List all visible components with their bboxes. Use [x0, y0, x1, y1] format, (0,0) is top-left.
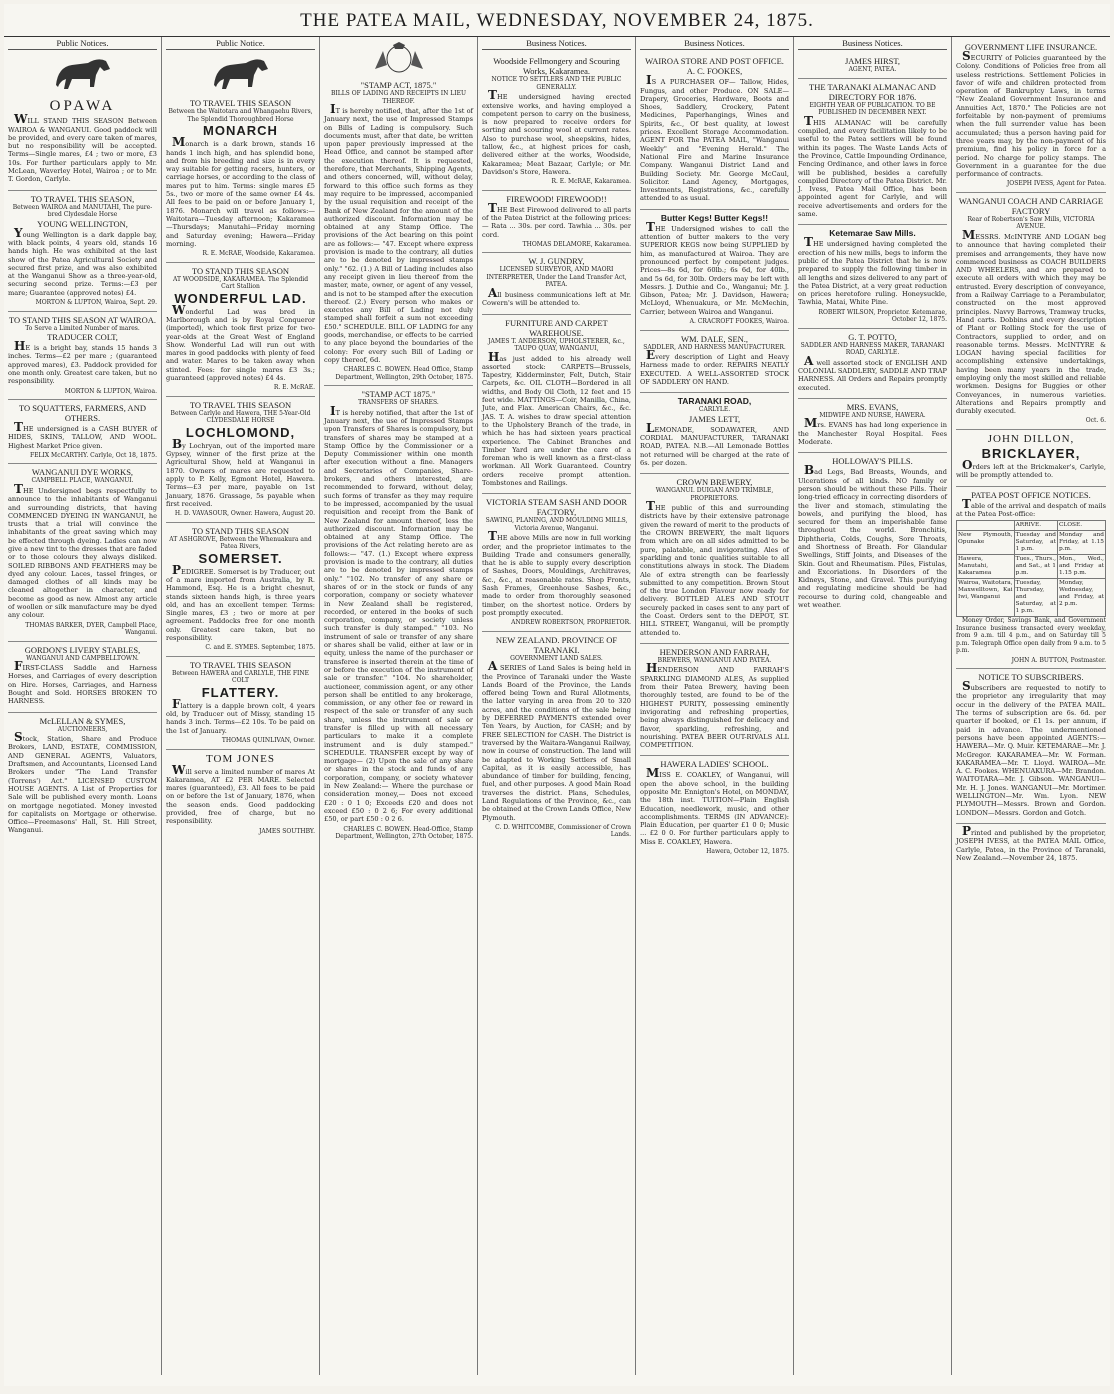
ad-title: WANGANUI DYE WORKS,: [31, 467, 134, 478]
table-header: ARRIVE.: [1014, 521, 1057, 531]
ad-signature: MORTON & LUPTON, Wairoa.: [64, 387, 157, 395]
ad-body: Printed and published by the proprietor, JOSEPH IVESS, at the PATEA MAIL Office, Carlyle, Patea, in the Province of Taranaki, New Zealand.—November 24, 1875.: [956, 823, 1106, 862]
horse-icon: [48, 53, 118, 93]
ad-body: MISS E. COAKLEY, of Wanganui, will open the above school, in the building opposite Mr. Ennigton's Hotel, on MONDAY, the 18th inst. TUITION—Plain English Education, needlework, music, and other accomplishments. TERMS (IN ADVANCE): Plain Education, per quarter £1 0 0; Music ... £2 0 0. For further particulars apply to Miss E. COAKLEY, Hawera.: [640, 766, 789, 846]
advertisement: [640, 474, 789, 644]
advertisement: [8, 400, 157, 464]
ad-body: HENDERSON AND FARRAH'S SPARKLING DIAMOND ALES, As supplied from their Patea Brewery, having been thoroughly tested, are found to be of the HIGHEST PURITY, possessing eminently invigorating and refreshing properties, being always distinguished for delicacy and flavor, sparkling, refreshing, and nourishing. PATEA BEER OUT-RIVALS ALL COMPETITION.: [640, 661, 789, 750]
ad-title: GOVERNMENT LIFE INSURANCE.: [964, 42, 1098, 52]
ad-name: WONDERFUL LAD.: [174, 290, 307, 306]
ad-title: FIREWOOD! FIREWOOD!!: [506, 193, 607, 204]
ad-title: TOM JONES: [205, 752, 275, 765]
ad-subtitle: TRANSFERS OF SHARES.: [358, 399, 439, 407]
column-heading: Business Notices.: [798, 39, 947, 50]
ad-name: JAMES LETT,: [688, 413, 741, 424]
table-header-row: [957, 521, 1106, 531]
advertisement: [640, 331, 789, 394]
ad-body: IT is hereby notified, that, after the 1st of January next, the use of Impressed Stamps on Bills of Lading is compulsory. Such documents must, after that date, be written upon paper previously impressed at the Head Office, and cannot be stamped after the execution thereof. It is requested, therefore, that Merchants, Shipping Agents, and others concerned, will, without delay, forward to this office such forms as they may require to be impressed, accompanied by the usual requisition and receipt of the Bank of New Zealand for the amount of the authorized discount. Information may be obtained at any Stamp Office. The provisions of the Act bearing on this point are as follows:— "47. Except where express provision is made to the contrary, all duties are to be denoted by impressed stamps only." "62. (1.) A Bill of Lading includes also any receipt given in lieu thereof from the master, mate, owner, or agent of any vessel, and is not to be stamped after the execution thereof. (2.) Every person who makes or executes any Bill of Lading not duly stamped shall forfeit a sum not exceeding £50." SCHEDULE. BILL OF LADING for any goods, merchandise, or effects to be carried to any place beyond the boundaries of the colony: For every such Bill of Lading or copy thereof, 6d.: [324, 102, 473, 364]
table-header: CLOSE.: [1057, 521, 1105, 531]
ad-title: TO TRAVEL THIS SEASON: [189, 399, 292, 410]
ad-body: A well assorted stock of ENGLISH AND COLONIAL SADDLERY, SADDLE AND TRAP HARNESS. All Orders and Repairs promptly executed.: [798, 353, 947, 392]
columns-container: [4, 37, 1110, 1375]
advertisement: [482, 494, 631, 631]
table-cell: Monday, Wednesday, and Friday, at 2 p.m.: [1057, 579, 1105, 617]
ad-subtitle: AUCTIONEERS,: [57, 725, 108, 733]
ad-name: A. C. FOOKES,: [686, 66, 743, 77]
ad-title: JAMES HIRST,: [844, 56, 901, 67]
ad-body: THE above Mills are now in full working order, and the proprietor intimates to the Building Trade and consumers generally, that he is able to supply every description of Sashes, Doors, Mouldings, Architraves, &c., &c., at reasonable rates. Shop Fronts, Sash Frames, Greenhouse Sashes, &c., made to order from thoroughly seasoned timber, on the shortest notice. Orders by post promptly executed.: [482, 529, 631, 617]
ad-signature: H. D. VAVASOUR, Owner. Hawera, August 20.: [174, 510, 315, 518]
ad-title: CROWN BREWERY,: [676, 477, 753, 488]
ad-title: OPAWA: [49, 98, 116, 115]
ad-name: FLATTERY.: [201, 684, 280, 700]
ad-title: THE TARANAKI ALMANAC AND DIRECTORY FOR 1876.: [809, 81, 936, 102]
ad-body: Wonderful Lad was bred in Marlborough and is by Royal Conqueror (imported), which took first prize for two-year-olds at the Great West of England Show. Wonderful Lad will run out with mares in good paddocks with plenty of feed and water. Mares to be taken away when stinted. Fees: for single mares £3 3s.; guaranteed (approved notes) £4 4s.: [166, 302, 315, 383]
ad-subtitle: Rear of Robertson's Saw Mills, VICTORIA AVENUE.: [967, 215, 1095, 231]
ad-signature: JAMES SOUTHBY.: [259, 827, 315, 835]
ad-body: THIS ALMANAC will be carefully compiled, and every facilitation likely to be useful to the Patea settlers will be found within its pages. The Waste Lands Acts of the Province, Cattle Impounding Ordinance, Fencing Ordinance, and other laws in force will be published, besides a carefully compiled Directory of the Patea District. Mr. J. Ivess, Patea Mail Office, has been appointed agent for Carlyle, and will receive advertisements and orders for the same.: [798, 113, 947, 219]
ad-title: HENDERSON AND FARRAH,: [659, 646, 770, 657]
ad-subtitle: BREWERS, WANGANUI AND PATEA.: [657, 656, 772, 664]
ad-body: Bad Legs, Bad Breasts, Wounds, and Ulcerations of all kinds. NO family or person should be without these Pills. Their long-tried efficacy in correcting disorders of the liver and stomach, stimulating the bowels, and purifying the blood, has secured for them an imperishable fame throughout the world. Bronchitis, Diphtheria, Colds, Coughs, Sore Throats, and Shortness of Breath. For Glandular Swellings, Stiff Joints, and Diseases of the Skin. Gout and Rheumatism. Piles, Fistulas, and Excoriations. In Disorders of the Kidneys, Stone, and Gravel. This purifying and regulating medicine should be had recourse to during cold, changeable and wet weather.: [798, 463, 947, 610]
ad-signature: R. E. McRAE, Kakaramea.: [551, 178, 631, 186]
ad-signature: R. E. McRAE, Woodside, Kakaramea.: [202, 250, 315, 258]
ad-subtitle: CARLYLE.: [698, 406, 731, 414]
ad-body: A SERIES of Land Sales is being held in the Province of Taranaki under the Waste Lands Board of the Province, the Lands offered being Town and Rural Allotments, the latter varying in area from 20 to 320 acres, and the conditions of the sale being by DEFERRED PAYMENTS extended over Ten Years, by Auction, for CASH; and by FREE SELECTION for CASH. The District is traversed by the Waitara-Wanganui Railway, now in course of construction. The land will be adapted to Working Settlers of Small Capital, as it is easily accessible, has abundance of timber for building, fencing, fuel, and other purposes. A good Main Road traverses the district. Plans, Schedules, Land Regulations of the Province, &c., can be obtained at the Crown Lands Office, New Plymouth.: [482, 659, 631, 822]
ad-subtitle: CAMPBELL PLACE, WANGANUI.: [31, 477, 134, 485]
ad-body: Young Wellington is a dark dapple bay, with black points, 4 years old, stands 16 hands high. He was exhibited at the last show of the Patea Agricultural Society and secured first prize, and was also exhibited at the Wanganui Show as a three-year-old, securing second prize. Terms:—£3 per mare; Guarantee (approved notes) £4.: [8, 225, 157, 297]
ad-title: WM. DALE, SEN.,: [680, 333, 749, 344]
column-5: [636, 37, 794, 1375]
ad-body: Has just added to his already well assorted stock: CARPETS—Brussels, Tapestry, Kidderminster, Felt, Dutch, Stair Carpets, &c. OIL CLOTH—Bordered in all widths, and Body Oil Cloth, 12 feet and 15 feet wide. MATTINGS—Coir, Manilla, China, Jute, and Flax. American Chairs, &c., &c. JAS. T. A. wishes to draw special attention to the Upholstery Branch of the trade, in which he has had sixteen years practical experience. The Cabinet Branches and Timber Yard are under the care of a foreman who is well known as a first-class workman. All Work Guaranteed. Country orders receive prompt attention. Tombstones and Railings.: [482, 349, 631, 487]
table-cell: Wairoa, Waitotara, Maxwelltown, Kai Iwi, Wanganui: [957, 579, 1015, 617]
ad-title: TO SQUATTERS, FARMERS, AND OTHERS.: [19, 403, 146, 424]
horse-icon: [206, 53, 276, 93]
column-4: [478, 37, 636, 1375]
ad-body: Every description of Light and Heavy Harness made to order. REPAIRS NEATLY EXECUTED. A WELL-ASSORTED STOCK OF SADDLERY ON HAND.: [640, 348, 789, 386]
ad-signature: Hawera, October 12, 1875.: [706, 848, 789, 856]
table-header: [957, 521, 1015, 531]
advertisement: [956, 824, 1106, 868]
advertisement: [8, 191, 157, 312]
column-heading: Public Notices.: [8, 39, 157, 50]
advertisement: [798, 329, 947, 399]
ad-subtitle: SADDLER, AND HARNESS MANUFACTURER.: [643, 343, 786, 351]
ad-body: IT is hereby notified, that after the 1st of January next, the use of Impressed Stamps upon Transfers of Shares is compulsory, but transfers of shares may be stamped at a Stamp Office by the Commissioner or a Deputy Commissioner within one month after execution without a fine. Managers and Secretaries of Companies, Share-brokers, and others interested, are recommended to forward, without delay, such forms of transfer as they may require to be impressed, accompanied by the usual requisition and receipt from the Bank of New Zealand for amount thereof, less the authorized discount. Information may be obtained at any Stamp Office. The provisions of the Act relating hereto are as follows:— "47. (1.) Except where express provision is made to the contrary, all duties are to be denoted by impressed stamps only." "102. No transfer of any share or shares of or in the stock or funds of any corporation, company or society whatever in New Zealand shall be registered, recorded, or entered in the books of such corporation, company, or society unless such transfer is duly stamped." "103. No instrument of sale or transfer of any share or shares shall be valid, either at law or in equity, unless the name of the purchaser or transferee is inserted therein at the time of or before the execution of the instrument of sale or transfer." "104. No shareholder, auctioneer, commission agent, or any other person shall be entitled to any brokerage, commission, or any other fee or reward in respect of the sale or transfer of any such share, unless the instrument of sale or transfer is filled up with all necessary particulars to make it a complete instrument and is duly stamped." SCHEDULE. TRANSFER except by way of mortgage— (2) Upon the sale of any share or shares in the stock and funds of any corporation, company, or society whatever in New Zealand:— Where the purchase or consideration money,— Does not exceed £20 : 0 1 0; Exceeds £20 and does not exceed £50 : 0 2 6; For every additional £50, or part £50 : 0 2 6.: [324, 403, 473, 824]
ad-title: WAIROA STORE AND POST OFFICE.: [645, 56, 784, 67]
ad-name: TRADUCER COLT,: [47, 332, 118, 343]
ad-subtitle: BILLS OF LADING AND RECEIPTS IN LIEU THEREOF.: [330, 90, 467, 105]
advertisement: [166, 397, 315, 523]
ad-body: THE undersigned having erected extensive works, and having employed a competent person to carry on the business, is now prepared to receive orders for sorting and scouring wool at current rates. Also to purchase wool, sheepskins, hides, tallow, &c., at highest prices for cash, delivered either at the works, Woodside, Kakaramea; Meat Bazaar, Carlyle; or Mr. Davidson's Store, Hawera.: [482, 88, 631, 176]
ad-signature: R. E. McRAE.: [273, 384, 315, 392]
ad-title: Ketemarae Saw Mills.: [829, 228, 916, 239]
ad-body: Stock, Station, Share and Produce Brokers, LAND, ESTATE, COMMISSION, AND GENERAL AGENTS, Valuators, Draftsmen, and Accountants, Licensed Land Brokers under "The Land Transfer (Torrens') Act." LICENSED CUSTOM HOUSE AGENTS. A List of Properties for Sale will be published every month. Loans on mortgage negotiated. Money invested for capitalists on Mortgage or otherwise. Office—Freemasons' Hall, St. Hill Street, Wanganui.: [8, 730, 157, 835]
ad-title: TO TRAVEL THIS SEASON,: [30, 193, 135, 204]
column-6: [794, 37, 952, 1375]
ad-signature: CHARLES C. BOWEN. Head Office, Stamp Department, Wellington, 29th October, 1875.: [335, 366, 473, 381]
advertisement: [8, 713, 157, 841]
table-row: [957, 531, 1106, 555]
advertisement: [798, 399, 947, 453]
ad-title: W. J. GUNDRY,: [528, 256, 585, 267]
ad-body: THE undersigned is a CASH BUYER of HIDES, SKINS, TALLOW, AND WOOL. Highest Market Price given.: [8, 420, 157, 450]
ad-title: McLELLAN & SYMES,: [39, 715, 126, 726]
ad-name: LOCHLOMOND,: [185, 424, 296, 440]
advertisement: [956, 39, 1106, 193]
ad-signature: JOHN A. BUTTON, Postmaster.: [1011, 656, 1106, 664]
ad-signature: ROBERT WILSON, Proprietor. Ketemarae, October 12, 1875.: [818, 308, 947, 324]
ad-signature: JOSEPH IVESS, Agent for Patea.: [1006, 180, 1106, 188]
ad-subtitle: SADDLER AND HARNESS MAKER, TARANAKI ROAD, CARLYLE.: [800, 341, 945, 357]
advertisement: [482, 315, 631, 495]
ad-title: GORDON'S LIVERY STABLES,: [24, 644, 141, 655]
ad-body: THE public of this and surrounding districts have by their extensive patronage given the reward of merit to the products of the CROWN BREWERY, the malt liquors from which are on all sides admitted to be pure, palatable, and invigorating. Ales of sparkling and tonic qualities suitable to all constitutions always in stock. The Diadem Ale of extra strength can be fearlessly submitted to any competition. Brown Stout of the true London Flavour now ready for delivery. BOTTLED ALES AND STOUT securely packed in cases sent to any part of the Coast. Orders sent to the DEPOT, ST. HILL STREET, Wanganui, will be promptly attended to.: [640, 499, 789, 637]
ad-title: TO TRAVEL THIS SEASON: [189, 659, 292, 670]
table-cell: Tues., Thurs., and Sat., at 1 p.m.: [1014, 555, 1057, 579]
advertisement: [166, 95, 315, 262]
ad-title: VICTORIA STEAM SASH AND DOOR FACTORY,: [485, 497, 628, 518]
advertisement: [8, 642, 157, 713]
ad-subtitle: Between Carlyle and Hawera, THE 5-Year-Old CLYDESDALE HORSE: [170, 409, 311, 425]
ad-title: "STAMP ACT, 1875.": [360, 80, 437, 90]
ad-subtitle: Between WAIROA and MANUTAHI, The pure-bred Clydesdale Horse: [12, 203, 153, 219]
ad-subtitle: Between the Waitotara and Whangaehu Rivers, The Splendid Thoroughbred Horse: [168, 108, 313, 123]
ad-body: Will serve a limited number of mares At Kakaramea, AT £2 PER MARE. Selected mares (guaranteed), £3. All fees to be paid on or before the 1st of January, 1876, when the season ends. Good paddocking provided, free of charge, but no responsibility.: [166, 762, 315, 826]
advertisement: [956, 487, 1106, 670]
advertisement: [956, 430, 1106, 487]
ad-title: MRS. EVANS,: [846, 401, 899, 412]
ad-body: IS A PURCHASER OF— Tallow, Hides, Fungus, and other Produce. ON SALE— Drapery, Groceries, Hardware, Boots and Shoes, Saddlery, Crockery, Patent Medicines, Paperhangings, Wines and Spirits, &c., Of best quality, at lowest prices. Excellent Storage Accommodation. AGENT FOR The PATEA MAIL, "Wanganui Weekly" and "Evening Herald." The National Fire and Marine Insurance Company. Wanganui District Land and Building Society. Mr. George McCaul, Solicitor. Land Agency, Mortgages, Investments, Registrations, &c., carefully attended to as usual.: [640, 73, 789, 203]
ad-body: THE Best Firewood delivered to all parts of the Patea District at the following prices:— Rata ... 30s. per cord. Tawhia ... 30s. per cord.: [482, 200, 631, 239]
ad-subtitle: MIDWIFE AND NURSE, HAWERA.: [819, 411, 926, 419]
ad-title: TO TRAVEL THIS SEASON: [189, 98, 292, 109]
ad-subtitle: Between HAWERA and CARLYLE, THE FINE COLT: [171, 669, 310, 685]
advertisement: [640, 53, 789, 209]
ad-body: Subscribers are requested to notify to the proprietor any irregularity that may occur in the delivery of the PATEA MAIL. The terms of subscription are 6s. 6d. per quarter if booked, or £1 1s. per annum, if paid in advance. The undermentioned persons have been appointed AGENTS:— HAWERA—Mr. Q. Muir. KETEMARAE—Mr. J. McGregor. KAKARAMEA—Mr. W. Forman. KAKARAMEA—Mr. T. Lloyd. WAIROA—Mr. A. C. Fookes. WHENUAKURA—Mr. Brandon. WAITOTARA—Mr. J. Gibson. WANGANUI—Mr. H. J. Jones. WANGANUI—Mr. Mortimer. WELLINGTON—Mr. Wm. Lyon. NEW PLYMOUTH—Messrs. Brown and Gordon. LONDON—Messrs. Gordon and Gotch.: [956, 679, 1106, 817]
ad-title: WANGANUI COACH AND CARRIAGE FACTORY: [958, 195, 1104, 216]
advertisement: [956, 193, 1106, 430]
table-cell: Hawera, Manutahi, Kakaramea: [957, 555, 1015, 579]
ad-signature: A. CRACROFT FOOKES, Wairoa.: [689, 318, 789, 326]
table-cell: New Plymouth, Opunake: [957, 531, 1015, 555]
ad-body: WILL STAND THIS SEASON Between WAIROA & WANGANUI. Good paddock will be provided, and every care taken of mares, but no responsibility will be accepted. Terms—Single mares, £4 ; two or more, £3 10s. For further particulars apply to Mr. McLean, Waverley Hotel, Wairoa ; or to Mr. T. Gordon, Carlyle.: [8, 112, 157, 184]
ad-title: HAWERA LADIES' SCHOOL.: [660, 759, 769, 770]
ad-subtitle: AGENT, PATEA.: [848, 66, 897, 74]
column-heading: Public Notice.: [166, 39, 315, 50]
advertisement: [482, 253, 631, 314]
ad-title: NEW ZEALAND. PROVINCE OF TARANAKI.: [495, 634, 618, 655]
advertisement: [798, 225, 947, 328]
ad-name: MONARCH: [203, 123, 278, 139]
ad-body: FIRST-CLASS Saddle and Harness Horses, and Carriages of every description on Hire. Horses, Carriages, and Harness Bought and Sold. HORSES BROKEN TO HARNESS.: [8, 659, 157, 706]
masthead: THE PATEA MAIL, WEDNESDAY, NOVEMBER 24, 1875.: [4, 4, 1110, 37]
advertisement: [640, 210, 789, 331]
advertisement: [8, 312, 157, 400]
table-cell: Tuesday, Thursday, and Saturday, at 1 p.m.: [1014, 579, 1057, 617]
ad-signature: ANDREW ROBERTSON, PROPRIETOR.: [511, 619, 631, 627]
ad-title: TARANAKI ROAD,: [677, 396, 752, 407]
advertisement: [8, 95, 157, 190]
advertisement: [482, 632, 631, 843]
advertisement: [640, 756, 789, 859]
column-2: [162, 37, 320, 1375]
ad-body: Flattery is a dapple brown colt, 4 years old, by Traducer out of Missy, standing 15 hands 3 inch. Terms—£2 10s. To be paid on the 1st of January.: [166, 696, 315, 735]
column-1: [4, 37, 162, 1375]
ad-signature: FELIX McCARTHY. Carlyle, Oct 18, 1875.: [29, 451, 157, 459]
ad-signature: Oct. 6.: [1085, 417, 1106, 425]
ad-title: TO STAND THIS SEASON: [191, 525, 289, 536]
ad-subtitle: LICENSED SURVEYOR, AND MAORI INTERPRETER, Under the Land Transfer Act, PATEA.: [486, 266, 627, 289]
table-cell: Tuesday and Saturday, at 1 p.m.: [1014, 531, 1057, 555]
ad-notes: Money Order, Savings Bank, and Government Insurance business transacted every weekday, from 9 a.m. till 4 p.m., and on Saturday till 5 p.m. Telegraph Office open daily from 9 a.m. to 5 p.m.: [956, 617, 1106, 655]
ad-name: BRICKLAYER,: [981, 445, 1081, 461]
ad-name: YOUNG WELLINGTON,: [37, 218, 128, 229]
ad-body: Table of the arrival and despatch of mails at the Patea Post-office:: [956, 496, 1106, 518]
ad-title: JOHN DILLON,: [987, 432, 1075, 445]
ad-title: HOLLOWAY'S PILLS.: [832, 456, 913, 467]
table-row: [957, 555, 1106, 579]
advertisement: [166, 750, 315, 840]
advertisement: [166, 263, 315, 397]
ad-title: TO STAND THIS SEASON AT WAIROA.: [9, 314, 156, 325]
ad-body: PEDIGREE. Somerset is by Traducer, out of a mare imported from Australia, by R. Hammond, Esq. He is a bright chesnut, stands sixteen hands high, is three years old, and has an excellent temper. Terms: Single mares, £3 ; two or more at per agreement. Paddocks free for one month only. Greatest care taken, but no responsibility.: [166, 562, 315, 643]
ad-title: G. T. POTTO,: [848, 331, 897, 342]
newspaper-page: [4, 4, 1110, 1386]
ad-body: THE undersigned having completed the erection of his new mills, begs to inform the public of the Patea District that he is now prepared to supply the following timber in all lengths and sizes delivered to any part of the Patea District, at a very great reduction on prices heretofore ruling. Honeysuckle, Tawhia, Matai, White Pine.: [798, 235, 947, 307]
ad-body: SECURITY of Policies guaranteed by the Colony. Conditions of Policies free from all useless restrictions. Settlement Policies in favor of wife and children protected from operation of Bankruptcy Laws, in terms "New Zealand Government Insurance and Annuities Act, 1870." The Policies are not forfeitable by non-payment of premiums when the full surrender value has been accumulated; thus a person having paid for three years may, by the non-payment of his premium, find his policy in force for a period. No charge for policy stamps. The Government in a guarantee for the due performance of contracts.: [956, 49, 1106, 179]
advertisement: [482, 53, 631, 190]
advertisement: [798, 79, 947, 226]
ad-body: By Lochryan, out of the imported mare Gypsey, winner of the first prize at the Agricultural Show, held at Wanganui in 1870. Owners of mares are requested to apply to P. Kelly, Egmont Hotel, Hawera. Terms—£3 per mare, payable on 1st January, 1876. Grassage, 5s payable when first received.: [166, 436, 315, 508]
post-office-table: [956, 520, 1106, 617]
ad-title: TO STAND THIS SEASON: [191, 265, 289, 276]
ad-title: Woodside Fellmongery and Scouring Works, Kakaramea.: [493, 56, 620, 77]
ad-signature: THOMAS QUINLIVAN, Owner.: [221, 737, 315, 745]
table-cell: Monday and Friday, at 1.15 p.m.: [1057, 531, 1105, 555]
ad-body: MESSRS. McINTYRE AND LOGAN beg to announce that having completed their premises and arrangements, they have now commenced business as COACH BUILDERS AND WHEELERS, and are prepared to execute all orders with which they may be entrusted. Every description of conveyance, from a Railway Carriage to a Perambulator, constructed on the most approved principles. Navvy Barrows, Tramway trucks, Hand carts. Dobbins and every description of Plant or Rolling Stock for the use of Contractors, supplied to order, and on reasonable terms. Messrs. McINTYRE & LOGAN having special facilities for accomplishing extensive undertakings, having been many years in the trade, employing only the most skilled and reliable workmen. Designs for Buggies or other Conveyances, in numerous varieties. Alterations and Repairs promptly and durably executed.: [956, 227, 1106, 416]
ad-subtitle: EIGHTH YEAR OF PUBLICATION. TO BE PUBLISHED IN DECEMBER NEXT.: [809, 101, 936, 117]
ad-subtitle: AT WOODSIDE, KAKARAMEA. The Splendid Cart Stallion: [172, 275, 309, 291]
ad-body: Monarch is a dark brown, stands 16 hands 1 inch high, and has splendid bone, and from his breeding and size is in every way suitable for getting racers, hunters, or carriage horses, or according to the class of mares put to him. Terms: single mares £5 5s., two or more of the same owner £4 4s. All fees to be paid on or before January 1, 1876. Monarch will travel as follows:—Waitotara—Tuesday afternoon; Kakaramea—Thursdays; Manutahi—Friday morning and Saturday evening; Hawera—Friday morning.: [166, 135, 315, 248]
ad-subtitle: SAWING, PLANING, AND MOULDING MILLS, Victoria Avenue, Wanganui.: [485, 517, 628, 532]
ad-title: NOTICE TO SUBSCRIBERS.: [978, 672, 1084, 683]
ad-title: FURNITURE AND CARPET WAREHOUSE.: [505, 317, 608, 338]
table-cell: Mon., Wed., and Friday at 1.15 p.m.: [1057, 555, 1105, 579]
column-heading: Business Notices.: [640, 39, 789, 50]
ad-body: HE is a bright bay, stands 15 hands 3 inches. Terms—£2 per mare ; (guaranteed approved mares), £3. Paddock provided for one month only. Greatest care taken, but no responsibility.: [8, 339, 157, 386]
advertisement: [798, 453, 947, 615]
advertisement: [956, 669, 1106, 824]
column-7: [952, 37, 1110, 1375]
advertisement: [324, 77, 473, 386]
column-heading: Business Notices.: [482, 39, 631, 50]
royal-crest-icon: [369, 41, 429, 75]
ad-subtitle: AT ASHGROVE, Between the Whenuakura and Patea Rivers,: [169, 535, 312, 551]
ad-body: Mrs. EVANS has had long experience in the Manchester Royal Hospital. Fees Moderate.: [798, 416, 947, 447]
ad-body: THE Undersigned wishes to call the attention of butter makers to the very SUPERIOR KEGS now being SUPPLIED by him, as manufactured at Wairoa. They are pronounced perfect by competent judges. Prices—8s 6d, for 60lb.; 6s 6d, for 40lb., and 5s 6d, for 30lb. Orders may be left with Messrs. J. Duthie and Co., Wanganui; Mr. J. Gibson, Patea; Mr. J. Davidson, Hawera; McLloyd, Whenuakura, or Mr. McMechin, Carrier, between Wairoa and Wanganui.: [640, 219, 789, 316]
column-3: [320, 37, 478, 1375]
ad-signature: THOMAS DELAMORE, Kakaramea.: [522, 240, 631, 248]
ad-subtitle: GOVERNMENT LAND SALES.: [510, 654, 603, 662]
advertisement: [166, 657, 315, 750]
ad-signature: CHARLES C. BOWEN. Head-Office, Stamp Department, Wellington, 27th October, 1875.: [335, 825, 473, 841]
ad-title: "STAMP ACT 1875.": [361, 389, 436, 400]
ad-body: All business communications left at Mr. Cowern's will be attended to.: [482, 285, 631, 308]
ad-body: THE Undersigned begs respectfully to announce to the inhabitants of Wanganui and surrounding districts, that having COMMENCED DYEING IN WANGANUI, he trusts that a trial will convince the inhabitants of the great saving which may be effected through dyeing. Ladies can now give a new tint to the dresses that are faded or to those colours they always disliked. SOILED RIBBONS AND FEATHERS may be dyed any colour. Laces, tassel fringes, or damaged clothes of all kinds may be cleaned altogether in character, and become as good as new. Almost any article of woollen or silk manufacture may be dyed any colour.: [8, 481, 157, 620]
ad-subtitle: JAMES T. ANDERSON, UPHOLSTERER, &c., TAUPO QUAY, WANGANUI,: [488, 337, 625, 353]
ad-subtitle: WANGANUI. DUIGAN AND TRIMBLE, PROPRIETORS.: [655, 487, 774, 502]
ad-subtitle: WANGANUI AND CAMPBELLTOWN.: [26, 654, 139, 662]
ad-subtitle: NOTICE TO SETTLERS AND THE PUBLIC GENERALLY.: [491, 76, 622, 91]
ad-signature: THOMAS BARKER, DYER, Campbell Place, Wanganui.: [25, 621, 157, 637]
ad-title: PATEA POST OFFICE NOTICES.: [971, 489, 1091, 500]
ad-body: Orders left at the Brickmaker's, Carlyle, will be promptly attended to.: [956, 457, 1106, 480]
ad-signature: MORTON & LUPTON, Wairoa, Sept. 29.: [35, 299, 157, 307]
advertisement: [482, 191, 631, 254]
advertisement: [640, 644, 789, 756]
advertisement: [640, 393, 789, 474]
advertisement: [324, 386, 473, 844]
ad-name: SOMERSET.: [198, 550, 283, 566]
advertisement: [166, 523, 315, 657]
advertisement: [8, 464, 157, 641]
table-row: [957, 579, 1106, 617]
advertisement: [798, 53, 947, 79]
ad-signature: C. and E. SYMES. September, 1875.: [205, 644, 315, 652]
ad-subtitle: To Serve a Limited Number of mares.: [25, 324, 140, 332]
ad-body: LEMONADE, SODAWATER, AND CORDIAL MANUFACTURER, TARANAKI ROAD, PATEA. N.B.—All Lemonade Bottles not returned will be charged at the rate of 6s. per dozen.: [640, 420, 789, 467]
ad-title: Butter Kegs! Butter Kegs!!: [660, 212, 769, 223]
ad-signature: C. D. WHITCOMBE, Commissioner of Crown Lands.: [495, 823, 631, 839]
